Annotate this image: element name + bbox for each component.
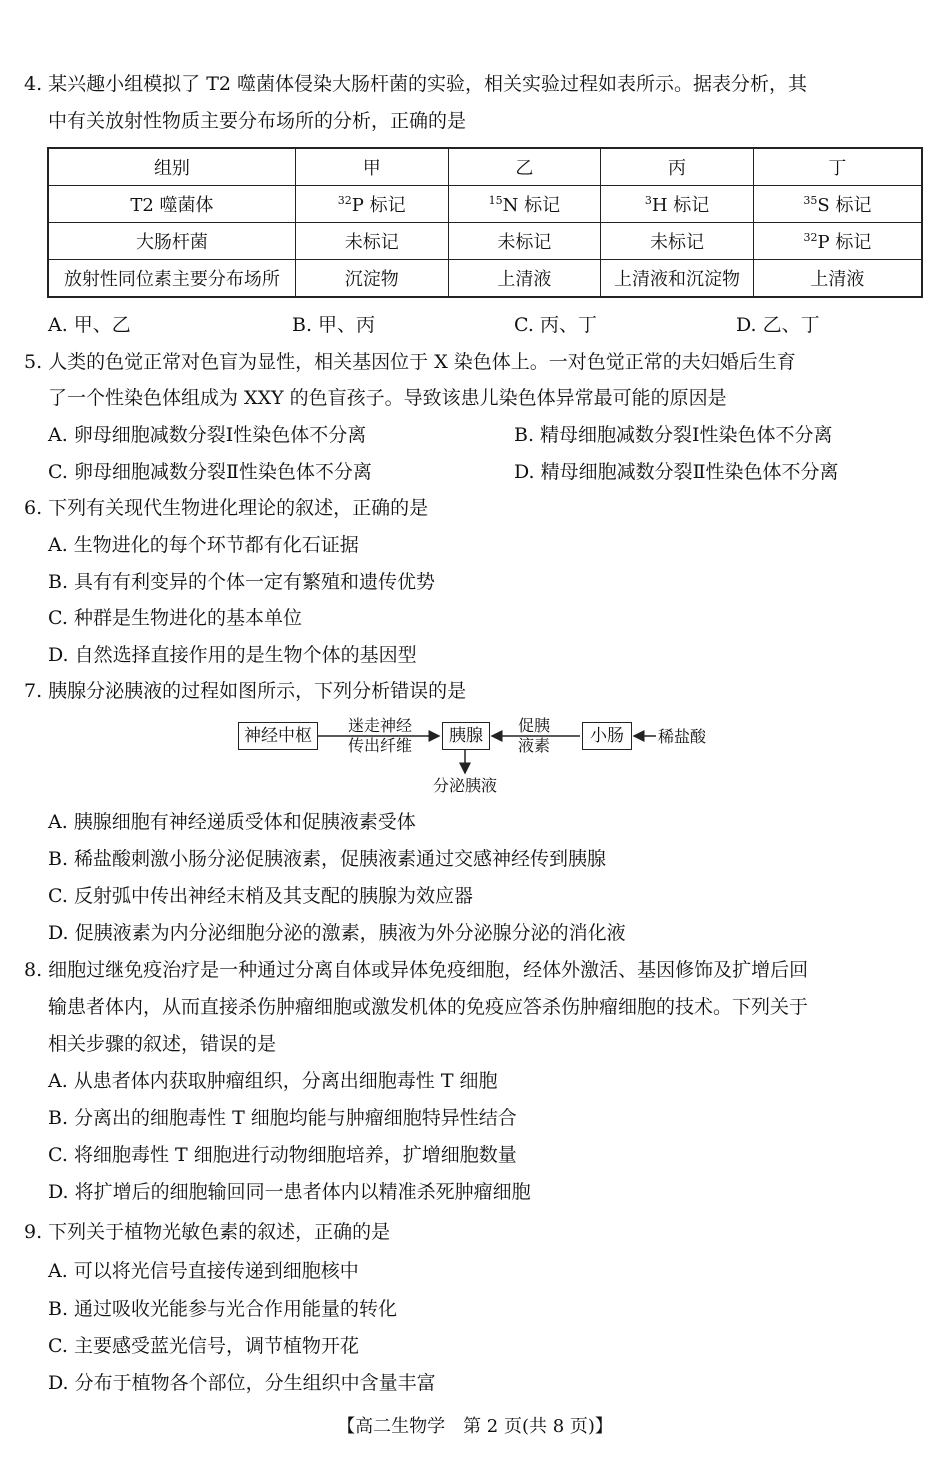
q4-stem-line-1: 4. 某兴趣小组模拟了 T2 噬菌体侵染大肠杆菌的实验，相关实验过程如表所示。据表分析，其 [24, 73, 808, 95]
table-cell: 上清液 [753, 260, 922, 298]
table-header-cell: 丙 [601, 148, 754, 186]
q5-stem-line-1: 5. 人类的色觉正常对色盲为显性，相关基因位于 X 染色体上。一对色觉正常的夫妇婚后生育 [24, 351, 796, 373]
diagram-label-vagus-2: 传出纤维 [347, 736, 412, 755]
cell-text: H 标记 [651, 195, 710, 216]
isotope-superscript: 32 [337, 194, 352, 207]
cell-text: N 标记 [502, 195, 561, 216]
isotope-superscript: 15 [488, 194, 503, 207]
q7-option-c: C. 反射弧中传出神经末梢及其支配的胰腺为效应器 [48, 885, 473, 907]
q8-option-a: A. 从患者体内获取肿瘤组织，分离出细胞毒性 T 细胞 [48, 1070, 498, 1092]
q4-stem-line-2: 中有关放射性物质主要分布场所的分析，正确的是 [48, 110, 467, 132]
table-cell: 上清液和沉淀物 [601, 260, 754, 298]
q8-option-c: C. 将细胞毒性 T 细胞进行动物细胞培养，扩增细胞数量 [48, 1144, 517, 1166]
q6-option-c: C. 种群是生物进化的基本单位 [48, 607, 302, 629]
q5-option-c: C. 卵母细胞减数分裂Ⅱ性染色体不分离 [48, 461, 372, 483]
cell-text: P 标记 [351, 195, 406, 216]
table-row-label: T2 噬菌体 [48, 186, 295, 223]
q6-stem: 6. 下列有关现代生物进化理论的叙述，正确的是 [24, 497, 429, 519]
table-header-cell: 组别 [48, 148, 295, 186]
diagram-label-vagus-1: 迷走神经 [347, 716, 412, 735]
diagram-label-secrete: 分泌胰液 [432, 776, 497, 795]
q7-stem: 7. 胰腺分泌胰液的过程如图所示，下列分析错误的是 [24, 680, 467, 702]
isotope-superscript: 3 [644, 194, 652, 207]
q5-option-b: B. 精母细胞减数分裂Ⅰ性染色体不分离 [514, 424, 833, 446]
isotope-superscript: 32 [803, 231, 818, 244]
q9-option-b: B. 通过吸收光能参与光合作用能量的转化 [48, 1298, 398, 1320]
page-footer: 【高二生物学 第 2 页(共 8 页)】 [337, 1416, 613, 1437]
table-header-cell: 甲 [295, 148, 448, 186]
q7-option-b: B. 稀盐酸刺激小肠分泌促胰液素，促胰液素通过交感神经传到胰腺 [48, 848, 607, 870]
q4-option-d: D. 乙、丁 [736, 314, 820, 336]
q8-option-b: B. 分离出的细胞毒性 T 细胞均能与肿瘤细胞特异性结合 [48, 1107, 517, 1129]
diagram-label-secretin-1: 促胰 [517, 716, 550, 735]
q9-option-d: D. 分布于植物各个部位，分生组织中含量丰富 [48, 1372, 436, 1394]
q9-option-c: C. 主要感受蓝光信号，调节植物开花 [48, 1335, 359, 1357]
q5-option-a: A. 卵母细胞减数分裂Ⅰ性染色体不分离 [48, 424, 367, 446]
table-header-cell: 乙 [448, 148, 601, 186]
q6-option-a: A. 生物进化的每个环节都有化石证据 [48, 534, 359, 556]
cell-text: P 标记 [817, 232, 872, 253]
diagram-label-acid: 稀盐酸 [658, 727, 707, 746]
table-cell: 沉淀物 [295, 260, 448, 298]
q8-stem-line-1: 8. 细胞过继免疫治疗是一种通过分离自体或异体免疫细胞，经体外激活、基因修饰及扩增后回 [24, 959, 809, 981]
diagram-box-intestine: 小肠 [582, 722, 632, 750]
q4-option-b: B. 甲、丙 [292, 314, 376, 336]
table-row-label: 大肠杆菌 [48, 223, 295, 260]
q8-option-d: D. 将扩增后的细胞输回同一患者体内以精准杀死肿瘤细胞 [48, 1181, 531, 1203]
table-cell: 上清液 [448, 260, 601, 298]
cell-text: 未标记 [497, 232, 552, 253]
q5-stem-line-2: 了一个性染色体组成为 XXY 的色盲孩子。导致该患儿染色体异常最可能的原因是 [48, 387, 727, 409]
cell-text: 未标记 [344, 232, 399, 253]
q6-option-d: D. 自然选择直接作用的是生物个体的基因型 [48, 644, 417, 666]
q4-option-c: C. 丙、丁 [514, 314, 597, 336]
diagram-box-nerve-center: 神经中枢 [238, 722, 318, 750]
cell-text: S 标记 [817, 195, 872, 216]
q6-option-b: B. 具有有利变异的个体一定有繁殖和遗传优势 [48, 571, 436, 593]
table-row-label: 放射性同位素主要分布场所 [48, 260, 295, 298]
diagram-label-secretin-2: 液素 [517, 736, 550, 755]
diagram-box-pancreas: 胰腺 [442, 722, 490, 750]
cell-text: 未标记 [650, 232, 705, 253]
q7-option-a: A. 胰腺细胞有神经递质受体和促胰液素受体 [48, 811, 416, 833]
q7-option-d: D. 促胰液素为内分泌细胞分泌的激素，胰液为外分泌腺分泌的消化液 [48, 922, 626, 944]
q4-option-a: A. 甲、乙 [48, 314, 131, 336]
isotope-superscript: 35 [803, 194, 818, 207]
q9-option-a: A. 可以将光信号直接传递到细胞核中 [48, 1260, 359, 1282]
q8-stem-line-3: 相关步骤的叙述，错误的是 [48, 1033, 277, 1055]
q9-stem: 9. 下列关于植物光敏色素的叙述，正确的是 [24, 1221, 391, 1243]
q8-stem-line-2: 输患者体内，从而直接杀伤肿瘤细胞或激发机体的免疫应答杀伤肿瘤细胞的技术。下列关于 [48, 996, 809, 1018]
q5-option-d: D. 精母细胞减数分裂Ⅱ性染色体不分离 [514, 461, 839, 483]
table-header-cell: 丁 [753, 148, 922, 186]
